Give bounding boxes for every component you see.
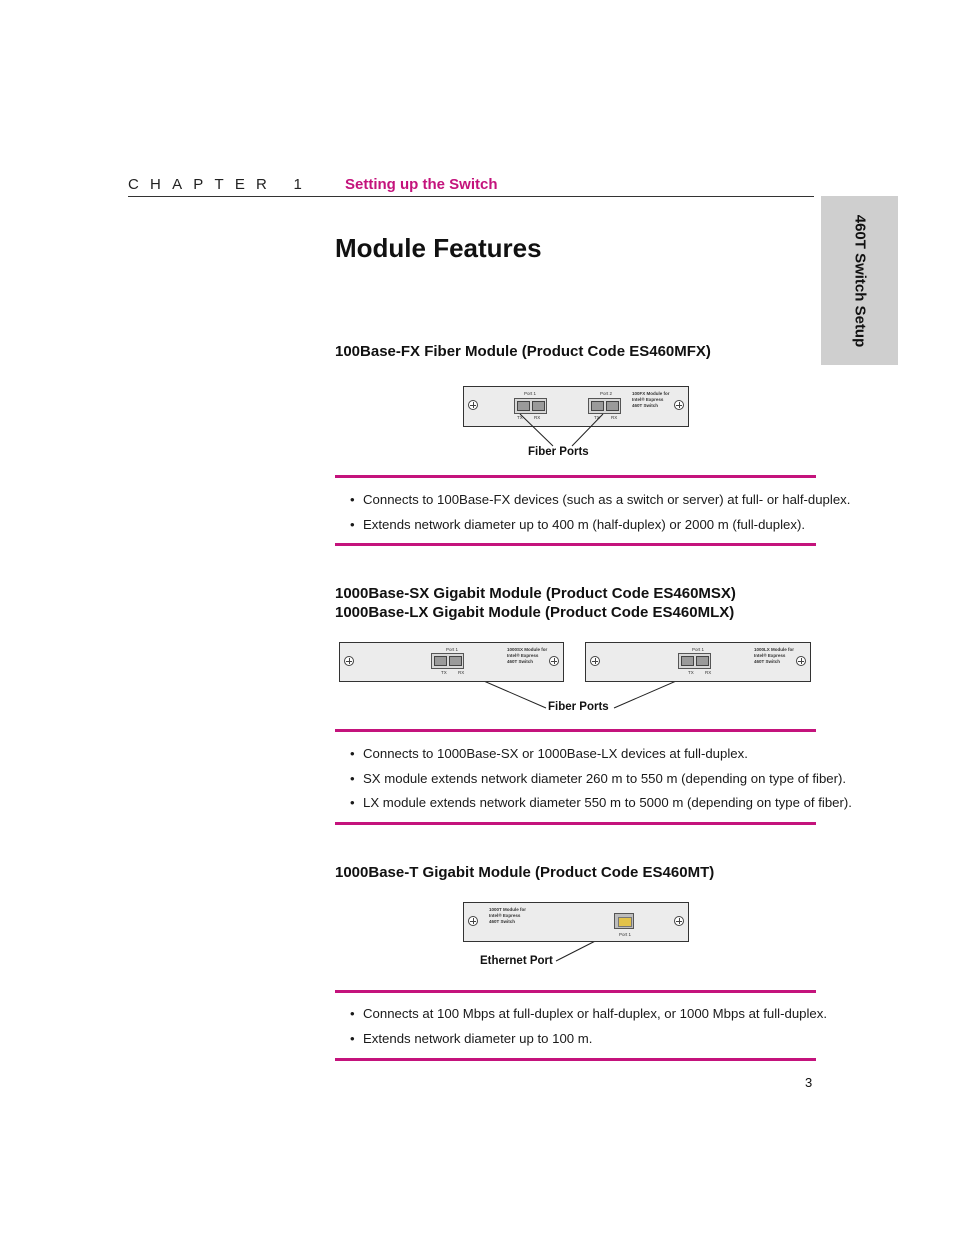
list-item: • Connects at 100 Mbps at full-duplex or half-duplex, or 1000 Mbps at full-duplex. (350, 1006, 828, 1021)
section-rule (335, 990, 816, 993)
section-rule (335, 822, 816, 825)
fiber-port-pair (678, 653, 711, 669)
screw-icon (796, 656, 806, 666)
chapter-label: CHAPTER 1 (128, 176, 313, 193)
screw-icon (468, 916, 478, 926)
list-item: • Connects to 1000Base-SX or 1000Base-LX devices at full-duplex. (350, 746, 748, 761)
port-sub-label: TX (688, 670, 694, 675)
fiber-port (681, 656, 694, 666)
fiber-port (449, 656, 462, 666)
module-text: 100FX Module for (632, 391, 670, 396)
port-sub-label: RX (534, 415, 541, 420)
callout-fiber-ports: Fiber Ports (528, 446, 589, 458)
port-sub-label: RX (705, 670, 712, 675)
module-text: 1000SX Module for (507, 647, 548, 652)
section-rule (335, 729, 816, 732)
module-text: 460T Switch (507, 659, 534, 664)
module-text: 460T Switch (754, 659, 781, 664)
port-sub-label: RX (611, 415, 618, 420)
module-1000lx-illustration (585, 642, 811, 682)
port-label: Port 1 (692, 647, 705, 652)
module-1000t-illustration (463, 902, 689, 942)
bullet-list-100fx (350, 490, 850, 539)
list-item: • Extends network diameter up to 100 m. (350, 1030, 593, 1046)
module-text: Intel® Express (507, 653, 539, 658)
screw-icon (590, 656, 600, 666)
fiber-port (434, 656, 447, 666)
ethernet-port-icon (614, 913, 634, 929)
section-title-1000t: 1000Base-T Gigabit Module (Product Code ES460MT) (335, 864, 715, 881)
port-sub-label: TX (594, 415, 600, 420)
port-label: Port 1 (446, 647, 459, 652)
module-text: 460T Switch (632, 403, 659, 408)
port-label: Port 1 (524, 391, 537, 396)
screw-icon (549, 656, 559, 666)
port-sub-label: TX (517, 415, 523, 420)
module-text: Intel® Express (632, 397, 664, 402)
list-item: • SX module extends network diameter 260 m to 550 m (depending on type of fiber). (350, 770, 847, 786)
fiber-port (696, 656, 709, 666)
port-label: Port 2 (600, 391, 613, 396)
port-label: Port 1 (619, 932, 632, 937)
module-text: 1000LX Module for (754, 647, 795, 652)
chapter-title: Setting up the Switch (345, 176, 498, 193)
section-rule (335, 543, 816, 546)
section-title-1000sx: 1000Base-SX Gigabit Module (Product Code ES460MSX) (335, 585, 736, 602)
module-text: 460T Switch (489, 919, 516, 924)
list-item: • LX module extends network diameter 550 m to 5000 m (depending on type of fiber). (350, 795, 852, 810)
bullet-list-1000sx-lx (350, 744, 852, 818)
page-title: Module Features (335, 233, 542, 263)
screw-icon (344, 656, 354, 666)
list-item: • Extends network diameter up to 400 m (half-duplex) or 2000 m (full-duplex). (350, 516, 805, 532)
side-tab-label: 460T Switch Setup (851, 214, 868, 347)
bullet-list-1000t (350, 1004, 827, 1053)
callout-ethernet-port: Ethernet Port (480, 955, 553, 967)
fiber-port-pair (431, 653, 464, 669)
module-text: 1000T Module for (489, 907, 527, 912)
section-title-1000lx: 1000Base-LX Gigabit Module (Product Code ES460MLX) (335, 604, 735, 621)
screw-icon (674, 916, 684, 926)
port-sub-label: RX (458, 670, 465, 675)
section-rule (335, 475, 816, 478)
section-rule (335, 1058, 816, 1061)
page-number: 3 (805, 1075, 813, 1090)
list-item: • Connects to 100Base-FX devices (such as a switch or server) at full- or half-duplex. (350, 492, 851, 507)
module-text: Intel® Express (489, 913, 521, 918)
port-sub-label: TX (441, 670, 447, 675)
module-text: Intel® Express (754, 653, 786, 658)
section-title-100fx: 100Base-FX Fiber Module (Product Code ES460MFX) (335, 343, 711, 360)
callout-fiber-ports: Fiber Ports (548, 701, 609, 713)
module-1000sx-illustration (339, 642, 564, 682)
